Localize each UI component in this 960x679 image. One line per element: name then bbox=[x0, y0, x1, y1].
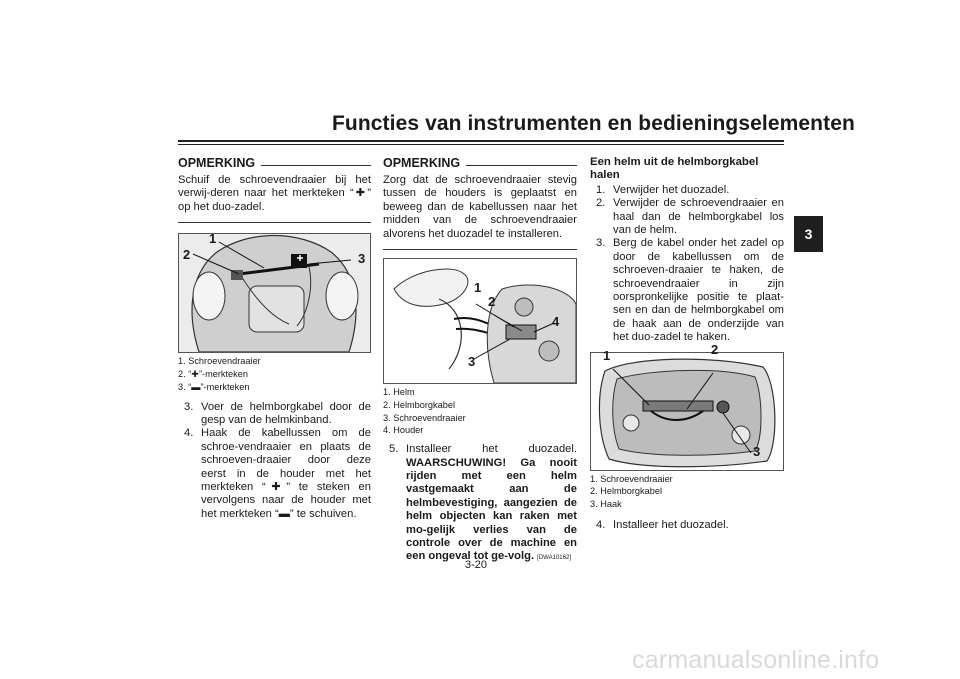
helmet-illustration bbox=[384, 259, 576, 383]
figure-caption bbox=[590, 473, 784, 511]
figure-callout: 2 bbox=[488, 294, 496, 310]
note-end-rule bbox=[383, 249, 577, 250]
caption-item: 3. Haak bbox=[590, 499, 622, 510]
seat-underside-illustration bbox=[179, 231, 370, 352]
caption-item: 1. Helm bbox=[383, 387, 415, 398]
figure-seat-hook bbox=[590, 341, 784, 471]
figure-callout: 3 bbox=[358, 251, 366, 267]
note-end-rule bbox=[178, 222, 371, 223]
caption-item: 3. “▬”-merkteken bbox=[178, 381, 250, 392]
step-text: Installeer het duozadel. bbox=[613, 519, 729, 532]
step-item bbox=[590, 519, 784, 532]
step-number: 3. bbox=[184, 400, 194, 413]
step-item bbox=[383, 443, 577, 566]
step-item bbox=[596, 197, 784, 237]
caption-item: 2. “✚”-merkteken bbox=[178, 369, 248, 380]
step-text-main: Installeer het duozadel. bbox=[406, 443, 577, 456]
warning-code: [DWA10162] bbox=[537, 555, 571, 562]
step-text: Verwijder de schroevendraaier en haal dan de helmborgkabel los van de helm. bbox=[613, 197, 784, 237]
figure-callout: 3 bbox=[468, 354, 476, 370]
step-number: 4. bbox=[596, 519, 606, 532]
middle-column bbox=[383, 156, 577, 566]
figure-screwdriver-marks bbox=[178, 233, 371, 353]
figure-callout: 1 bbox=[209, 231, 217, 247]
figure-callout: 2 bbox=[183, 247, 191, 263]
warning-text: WAARSCHUWING! Ga nooit rijden met een helm vastgemaakt aan de helmbevestiging, aangezien de helm objecten kan raken met mo-gelijk verlies van de controle over de machine en een ongeval tot ge-volg. bbox=[406, 456, 577, 563]
header-rule bbox=[178, 140, 784, 142]
figure-helmet-cable bbox=[383, 258, 577, 384]
section-subheading: Een helm uit de helmborgkabel halen bbox=[590, 156, 759, 182]
step-text: Voer de helmborgkabel door de gesp van de helmkinband. bbox=[201, 400, 371, 427]
right-column bbox=[590, 156, 784, 532]
page-number: 3-20 bbox=[465, 559, 488, 571]
caption-item: 1. Schroevendraaier bbox=[590, 473, 673, 484]
caption-item: 3. Schroevendraaier bbox=[383, 412, 466, 423]
step-item bbox=[184, 427, 371, 521]
caption-item: 4. Houder bbox=[383, 425, 424, 436]
figure-callout: 3 bbox=[753, 443, 761, 459]
step-number: 3. bbox=[596, 237, 606, 250]
watermark: carmanualsonline.info bbox=[632, 646, 880, 674]
step-item bbox=[596, 237, 784, 344]
step-number: 4. bbox=[184, 427, 194, 440]
note-heading bbox=[178, 156, 371, 171]
header-rule-thin bbox=[178, 144, 784, 145]
step-number: 5. bbox=[389, 443, 399, 456]
step-text: Haak de kabellussen om de schroe-vendraaier en plaats de schroeven-draaier door deze eerst in de houder met het merkteken “✚” te steken en vervolgens naar de houder met het merkteken “▬” te schuiven. bbox=[201, 427, 371, 520]
step-text bbox=[406, 443, 577, 566]
note-text: Schuif de schroevendraaier bij het verwij-deren naar het merkteken “✚” op het duo-zadel. bbox=[178, 174, 371, 213]
figure-callout: 1 bbox=[603, 347, 611, 363]
note-heading-text: OPMERKING bbox=[383, 155, 461, 170]
step-number: 1. bbox=[596, 183, 606, 196]
caption-item: 2. Helmborgkabel bbox=[383, 399, 456, 410]
note-heading-text: OPMERKING bbox=[178, 155, 256, 170]
figure-caption bbox=[383, 386, 577, 437]
note-text: Zorg dat de schroevendraaier stevig tussen de houders is geplaatst en beweeg dan de kabellussen naar het midden van de schroevendraaier alvorens het duozadel te installeren. bbox=[383, 174, 577, 240]
step-text: Verwijder het duozadel. bbox=[613, 183, 730, 196]
left-column bbox=[178, 156, 371, 521]
figure-callout: 2 bbox=[711, 341, 719, 357]
note-heading bbox=[383, 156, 577, 171]
figure-callout: 4 bbox=[552, 314, 560, 330]
figure-caption bbox=[178, 355, 371, 393]
caption-item: 1. Schroevendraaier bbox=[178, 356, 261, 367]
page-title: Functies van instrumenten en bedieningselementen bbox=[332, 112, 855, 135]
step-item bbox=[184, 401, 371, 428]
chapter-tab: 3 bbox=[794, 216, 823, 252]
step-item bbox=[596, 184, 784, 197]
step-text: Berg de kabel onder het zadel op door de kabellussen om de schroeven-draaier te haken, de schroevendraaier in zijn oorspronkelijke positie te plaat-sen en dan de helmborgkabel om de haak aan de onderzijde van het duo-zadel te haken. bbox=[613, 237, 784, 344]
caption-item: 2. Helmborgkabel bbox=[590, 486, 663, 497]
figure-callout: 1 bbox=[474, 280, 482, 296]
step-number: 2. bbox=[596, 197, 606, 210]
